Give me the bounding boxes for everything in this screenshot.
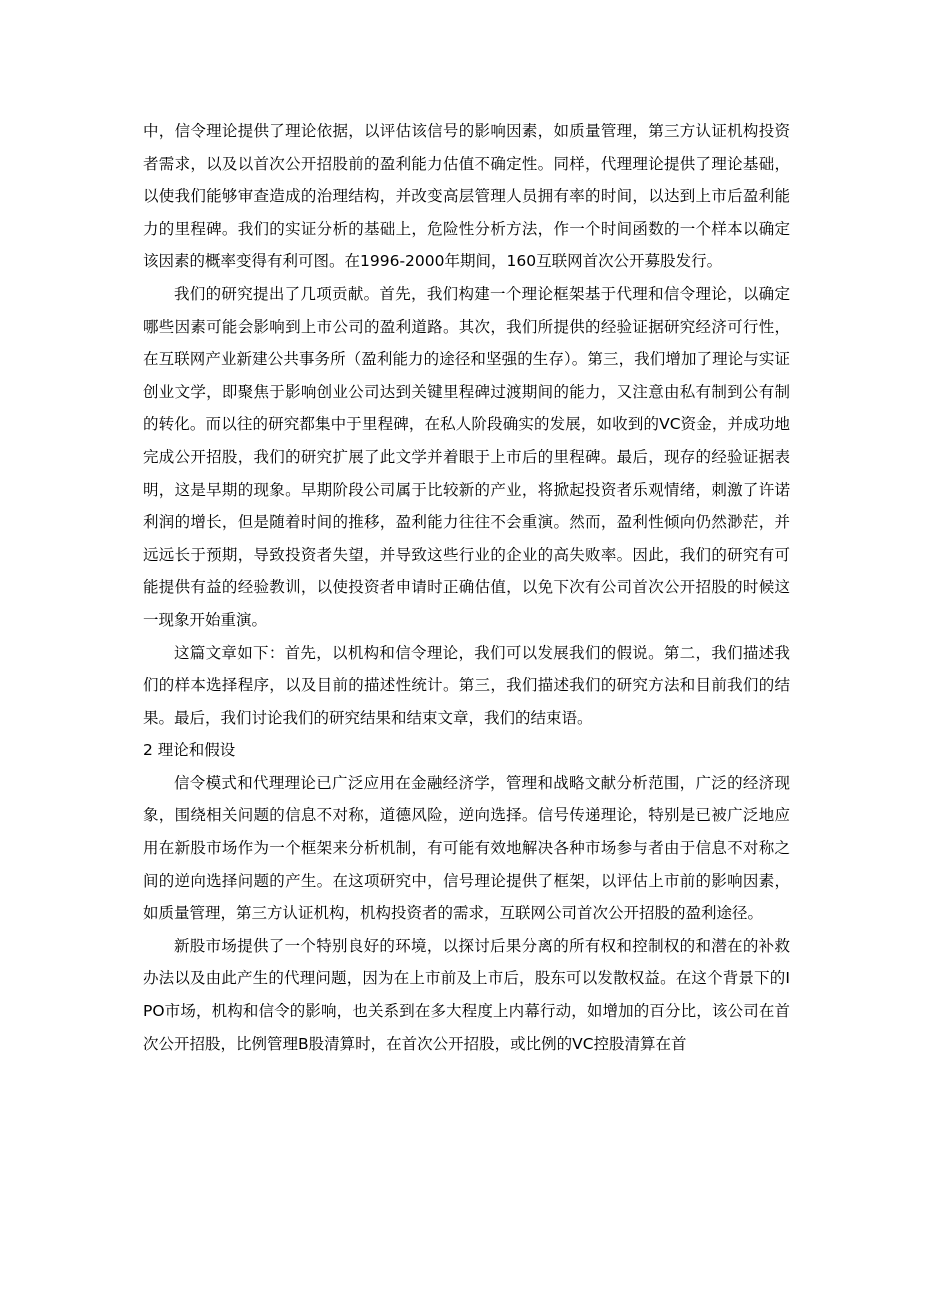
paragraph-structure: 这篇文章如下：首先，以机构和信令理论，我们可以发展我们的假说。第二，我们描述我们的样本选择程序，以及目前的描述性统计。第三，我们描述我们的研究方法和目前我们的结果。最后，我们讨论我们的研究结果和结束文章，我们的结束语。	[143, 643, 790, 727]
paragraph-contributions: 我们的研究提出了几项贡献。首先，我们构建一个理论框架基于代理和信令理论，以确定哪些因素可能会影响到上市公司的盈利道路。其次，我们所提供的经验证据研究经济可行性，在互联网产业新建公共事务所（盈利能力的途径和坚强的生存）。第三，我们增加了理论与实证创业文学，即聚焦于影响创业公司达到关键里程碑过渡期间的能力，又注意由私有制到公有制的转化。而以往的研究都集中于里程碑，在私人阶段确实的发展，如收到的VC资金，并成功地完成公开招股，我们的研究扩展了此文学并着眼于上市后的里程碑。最后，现存的经验证据表明，这是早期的现象。早期阶段公司属于比较新的产业，将掀起投资者乐观情绪，刺激了许诺利润的增长，但是随着时间的推移，盈利能力往往不会重演。然而，盈利性倾向仍然渺茫，并远远长于预期，导致投资者失望，并导致这些行业的企业的高失败率。因此，我们的研究有可能提供有益的经验教训，以使投资者申请时正确估值，以免下次有公司首次公开招股的时候这一现象开始重演。	[143, 284, 790, 629]
paragraph-signaling-agency: 信令模式和代理理论已广泛应用在金融经济学，管理和战略文献分析范围，广泛的经济现象，围绕相关问题的信息不对称，道德风险，逆向选择。信号传递理论，特别是已被广泛地应用在新股市场作为一个框架来分析机制，有可能有效地解决各种市场参与者由于信息不对称之间的逆向选择问题的产生。在这项研究中，信号理论提供了框架，以评估上市前的影响因素，如质量管理，第三方认证机构，机构投资者的需求，互联网公司首次公开招股的盈利途径。	[143, 773, 790, 923]
paragraph-ipo-market: 新股市场提供了一个特别良好的环境，以探讨后果分离的所有权和控制权的和潜在的补救办法以及由此产生的代理问题，因为在上市前及上市后，股东可以发散权益。在这个背景下的IPO市场，机构和信令的影响，也关系到在多大程度上内幕行动，如增加的百分比，该公司在首次公开招股，比例管理B股清算时，在首次公开招股，或比例的VC控股清算在首	[143, 936, 790, 1053]
document-page	[143, 115, 790, 1060]
section-heading: 2 理论和假设	[143, 741, 236, 760]
paragraph-continuation: 中，信令理论提供了理论依据，以评估该信号的影响因素，如质量管理，第三方认证机构投资者需求，以及以首次公开招股前的盈利能力估值不确定性。同样，代理理论提供了理论基础，以使我们能够审查造成的治理结构，并改变高层管理人员拥有率的时间，以达到上市后盈利能力的里程碑。我们的实证分析的基础上，危险性分析方法，作一个时间函数的一个样本以确定该因素的概率变得有利可图。在1996-2000年期间，160互联网首次公开募股发行。	[143, 122, 790, 271]
